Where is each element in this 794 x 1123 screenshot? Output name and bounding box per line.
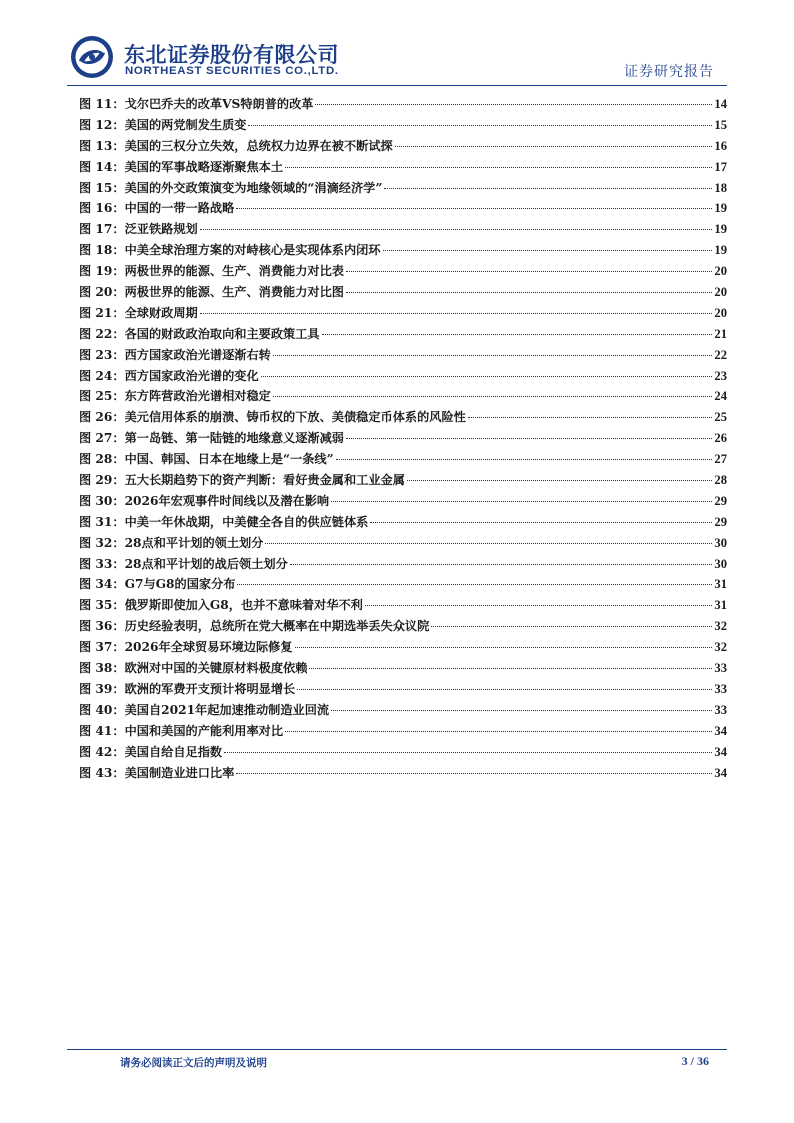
figure-title-link[interactable]: 西方国家政治光谱逐渐右转 — [124, 347, 271, 362]
report-type-label: 证券研究报告 — [624, 64, 714, 80]
figure-title-link[interactable]: 中美一年休战期，中美健全各自的供应链体系 — [124, 514, 369, 529]
figure-title-link[interactable]: 2026年全球贸易环境边际修复 — [124, 640, 293, 655]
dot-leader — [285, 167, 712, 168]
figure-title-link[interactable]: 中国的一带一路战略 — [124, 201, 235, 216]
page-number: 29 — [714, 514, 727, 529]
figure-number: 图 30： — [79, 493, 125, 508]
figure-title-link[interactable]: 泛亚铁路规划 — [124, 222, 198, 237]
figure-title-link[interactable]: 28点和平计划的战后领土划分 — [124, 556, 288, 571]
page-number: 18 — [714, 180, 727, 195]
figure-number: 图 37： — [79, 640, 125, 655]
figure-number: 图 16： — [79, 201, 125, 216]
figure-number: 图 27： — [79, 431, 125, 446]
dot-leader — [285, 731, 712, 732]
page-number: 30 — [714, 535, 727, 550]
figure-title-link[interactable]: 戈尔巴乔夫的改革VS特朗普的改革 — [124, 97, 314, 111]
toc-entry[interactable] — [79, 595, 727, 616]
dot-leader — [200, 229, 713, 230]
figure-index-list — [79, 94, 727, 783]
dot-leader — [248, 125, 712, 126]
toc-entry[interactable] — [79, 94, 727, 115]
figure-title-link[interactable]: 2026年宏观事件时间线以及潜在影响 — [124, 493, 330, 508]
dot-leader — [468, 417, 713, 418]
dot-leader — [346, 292, 712, 293]
dot-leader — [236, 208, 712, 209]
dot-leader — [290, 564, 713, 565]
toc-entry[interactable] — [79, 574, 727, 595]
footer-divider — [67, 1049, 727, 1050]
figure-title-link[interactable]: 美国制造业进口比率 — [124, 765, 235, 780]
toc-entry[interactable] — [79, 512, 727, 533]
figure-title-link[interactable]: 美国的军事战略逐渐聚焦本土 — [124, 159, 284, 174]
dot-leader — [309, 668, 712, 669]
page-number: 32 — [714, 619, 727, 634]
dot-leader — [273, 396, 713, 397]
toc-entry[interactable] — [79, 449, 727, 470]
dot-leader — [336, 459, 713, 460]
page-number: 25 — [714, 410, 727, 425]
figure-title-link[interactable]: 美元信用体系的崩溃、铸币权的下放、美债稳定币体系的风险性 — [124, 410, 466, 425]
toc-entry[interactable] — [79, 157, 727, 178]
figure-title-link[interactable]: 五大长期趋势下的资产判断：看好贵金属和工业金属 — [124, 473, 405, 488]
figure-number: 图 39： — [79, 681, 125, 696]
toc-entry[interactable] — [79, 554, 727, 575]
toc-entry[interactable] — [79, 261, 727, 282]
page-number: 34 — [714, 723, 727, 738]
toc-entry[interactable] — [79, 303, 727, 324]
toc-entry[interactable] — [79, 721, 727, 742]
figure-number: 图 14： — [79, 159, 125, 174]
toc-entry[interactable] — [79, 742, 727, 763]
page-number: 19 — [714, 243, 727, 258]
figure-number: 图 32： — [79, 535, 125, 550]
figure-title-link[interactable]: 美国的三权分立失效，总统权力边界在被不断试探 — [124, 138, 393, 153]
toc-entry[interactable] — [79, 115, 727, 136]
figure-number: 图 22： — [79, 326, 125, 341]
dot-leader — [365, 605, 713, 606]
figure-title-link[interactable]: 两极世界的能源、生产、消费能力对比图 — [124, 285, 344, 300]
page-number: 27 — [714, 452, 727, 467]
figure-number: 图 25： — [79, 389, 125, 404]
figure-number: 图 26： — [79, 410, 125, 425]
figure-number: 图 12： — [79, 117, 125, 132]
page-number: 22 — [714, 347, 727, 362]
dot-leader — [370, 522, 712, 523]
dot-leader — [331, 710, 712, 711]
dot-leader — [395, 146, 713, 147]
figure-number: 图 13： — [79, 138, 125, 153]
figure-title-link[interactable]: 俄罗斯即使加入G8，也并不意味着对华不利 — [124, 598, 363, 613]
figure-number: 图 43： — [79, 765, 125, 780]
toc-entry[interactable] — [79, 366, 727, 387]
page-number: 28 — [714, 473, 727, 488]
figure-number: 图 28： — [79, 452, 125, 467]
page-number: 34 — [714, 744, 727, 759]
header-divider — [67, 85, 727, 86]
page-number: 15 — [714, 117, 727, 132]
toc-entry[interactable] — [79, 324, 727, 345]
page-number: 20 — [714, 285, 727, 300]
page-number: 19 — [714, 201, 727, 216]
figure-number: 图 35： — [79, 598, 125, 613]
figure-number: 图 42： — [79, 744, 125, 759]
page-number: 33 — [714, 702, 727, 717]
figure-number: 图 15： — [79, 180, 125, 195]
page-number: 14 — [714, 97, 727, 111]
toc-entry[interactable] — [79, 533, 727, 554]
company-name-cn: 东北证券股份有限公司 — [124, 43, 339, 67]
dot-leader — [273, 355, 713, 356]
dot-leader — [265, 543, 712, 544]
figure-number: 图 33： — [79, 556, 125, 571]
figure-title-link[interactable]: 欧洲对中国的关键原材料极度依赖 — [124, 661, 308, 676]
page-number: 17 — [714, 159, 727, 174]
figure-number: 图 40： — [79, 702, 125, 717]
toc-entry[interactable] — [79, 219, 727, 240]
page-header — [0, 0, 794, 90]
figure-title-link[interactable]: 欧洲的军费开支预计将明显增长 — [124, 681, 296, 696]
toc-entry[interactable] — [79, 386, 727, 407]
page-number: 31 — [714, 577, 727, 592]
dot-leader — [237, 584, 712, 585]
figure-title-link[interactable]: 全球财政周期 — [124, 305, 198, 320]
figure-number: 图 34： — [79, 577, 125, 592]
figure-number: 图 18： — [79, 243, 125, 258]
figure-title-link[interactable]: 美国自给自足指数 — [124, 744, 223, 759]
figure-number: 图 11： — [79, 97, 125, 111]
toc-entry[interactable] — [79, 658, 727, 679]
toc-entry[interactable] — [79, 282, 727, 303]
figure-title-link[interactable]: 中国和美国的产能利用率对比 — [124, 723, 284, 738]
page-number: 19 — [714, 222, 727, 237]
figure-title-link[interactable]: 美国的两党制发生质变 — [124, 117, 247, 132]
dot-leader — [315, 104, 712, 105]
figure-number: 图 20： — [79, 285, 125, 300]
page-number: 30 — [714, 556, 727, 571]
dot-leader — [200, 313, 713, 314]
figure-title-link[interactable]: 28点和平计划的领土划分 — [124, 535, 264, 550]
dot-leader — [331, 501, 712, 502]
dot-leader — [383, 250, 713, 251]
toc-entry[interactable] — [79, 637, 727, 658]
figure-number: 图 21： — [79, 305, 125, 320]
toc-entry[interactable] — [79, 345, 727, 366]
toc-entry[interactable] — [79, 136, 727, 157]
figure-title-link[interactable]: 历史经验表明，总统所在党大概率在中期选举丢失众议院 — [124, 619, 430, 634]
figure-title-link[interactable]: 两极世界的能源、生产、消费能力对比表 — [124, 264, 344, 279]
figure-title-link[interactable]: 各国的财政政治取向和主要政策工具 — [124, 326, 320, 341]
toc-entry[interactable] — [79, 198, 727, 219]
dot-leader — [384, 188, 712, 189]
page-number: 29 — [714, 493, 727, 508]
toc-entry[interactable] — [79, 700, 727, 721]
toc-entry[interactable] — [79, 428, 727, 449]
figure-number: 图 29： — [79, 473, 125, 488]
dot-leader — [295, 647, 713, 648]
page-number: 34 — [714, 765, 727, 780]
page-number: 20 — [714, 264, 727, 279]
figure-title-link[interactable]: 中国、韩国、日本在地缘上是“一条线” — [124, 452, 334, 467]
figure-number: 图 38： — [79, 661, 125, 676]
page-number: 33 — [714, 661, 727, 676]
toc-entry[interactable] — [79, 240, 727, 261]
page-indicator: 3 / 36 — [681, 1054, 709, 1068]
toc-entry[interactable] — [79, 763, 727, 784]
toc-entry[interactable] — [79, 616, 727, 637]
toc-entry[interactable] — [79, 679, 727, 700]
page-number: 24 — [714, 389, 727, 404]
company-name-en: NORTHEAST SECURITIES CO.,LTD. — [125, 65, 339, 77]
dot-leader — [431, 626, 712, 627]
dot-leader — [261, 376, 713, 377]
footer-disclaimer: 请务必阅读正文后的声明及说明 — [120, 1057, 267, 1069]
figure-title-link[interactable]: 美国自2021年起加速推动制造业回流 — [124, 702, 330, 717]
figure-number: 图 36： — [79, 619, 125, 634]
figure-number: 图 24： — [79, 368, 125, 383]
dot-leader — [297, 689, 712, 690]
page-number: 20 — [714, 305, 727, 320]
page-number: 21 — [714, 326, 727, 341]
page-number: 26 — [714, 431, 727, 446]
figure-title-link[interactable]: 美国的外交政策演变为地缘领域的“涓滴经济学” — [124, 180, 383, 195]
swirl-logo-icon — [70, 35, 114, 79]
page-number: 32 — [714, 640, 727, 655]
figure-title-link[interactable]: G7与G8的国家分布 — [124, 577, 236, 592]
figure-title-link[interactable]: 东方阵营政治光谱相对稳定 — [124, 389, 271, 404]
toc-entry[interactable] — [79, 407, 727, 428]
toc-entry[interactable] — [79, 178, 727, 199]
figure-title-link[interactable]: 中美全球治理方案的对峙核心是实现体系内闭环 — [124, 243, 381, 258]
dot-leader — [224, 752, 712, 753]
page-number: 16 — [714, 138, 727, 153]
toc-entry[interactable] — [79, 470, 727, 491]
dot-leader — [346, 438, 712, 439]
figure-number: 图 19： — [79, 264, 125, 279]
page-number: 23 — [714, 368, 727, 383]
figure-title-link[interactable]: 第一岛链、第一陆链的地缘意义逐渐减弱 — [124, 431, 344, 446]
dot-leader — [346, 271, 712, 272]
page-number: 33 — [714, 681, 727, 696]
dot-leader — [322, 334, 713, 335]
figure-number: 图 31： — [79, 514, 125, 529]
figure-number: 图 41： — [79, 723, 125, 738]
page-number: 31 — [714, 598, 727, 613]
dot-leader — [236, 773, 712, 774]
figure-number: 图 17： — [79, 222, 125, 237]
figure-number: 图 23： — [79, 347, 125, 362]
figure-title-link[interactable]: 西方国家政治光谱的变化 — [124, 368, 259, 383]
toc-entry[interactable] — [79, 491, 727, 512]
dot-leader — [407, 480, 713, 481]
